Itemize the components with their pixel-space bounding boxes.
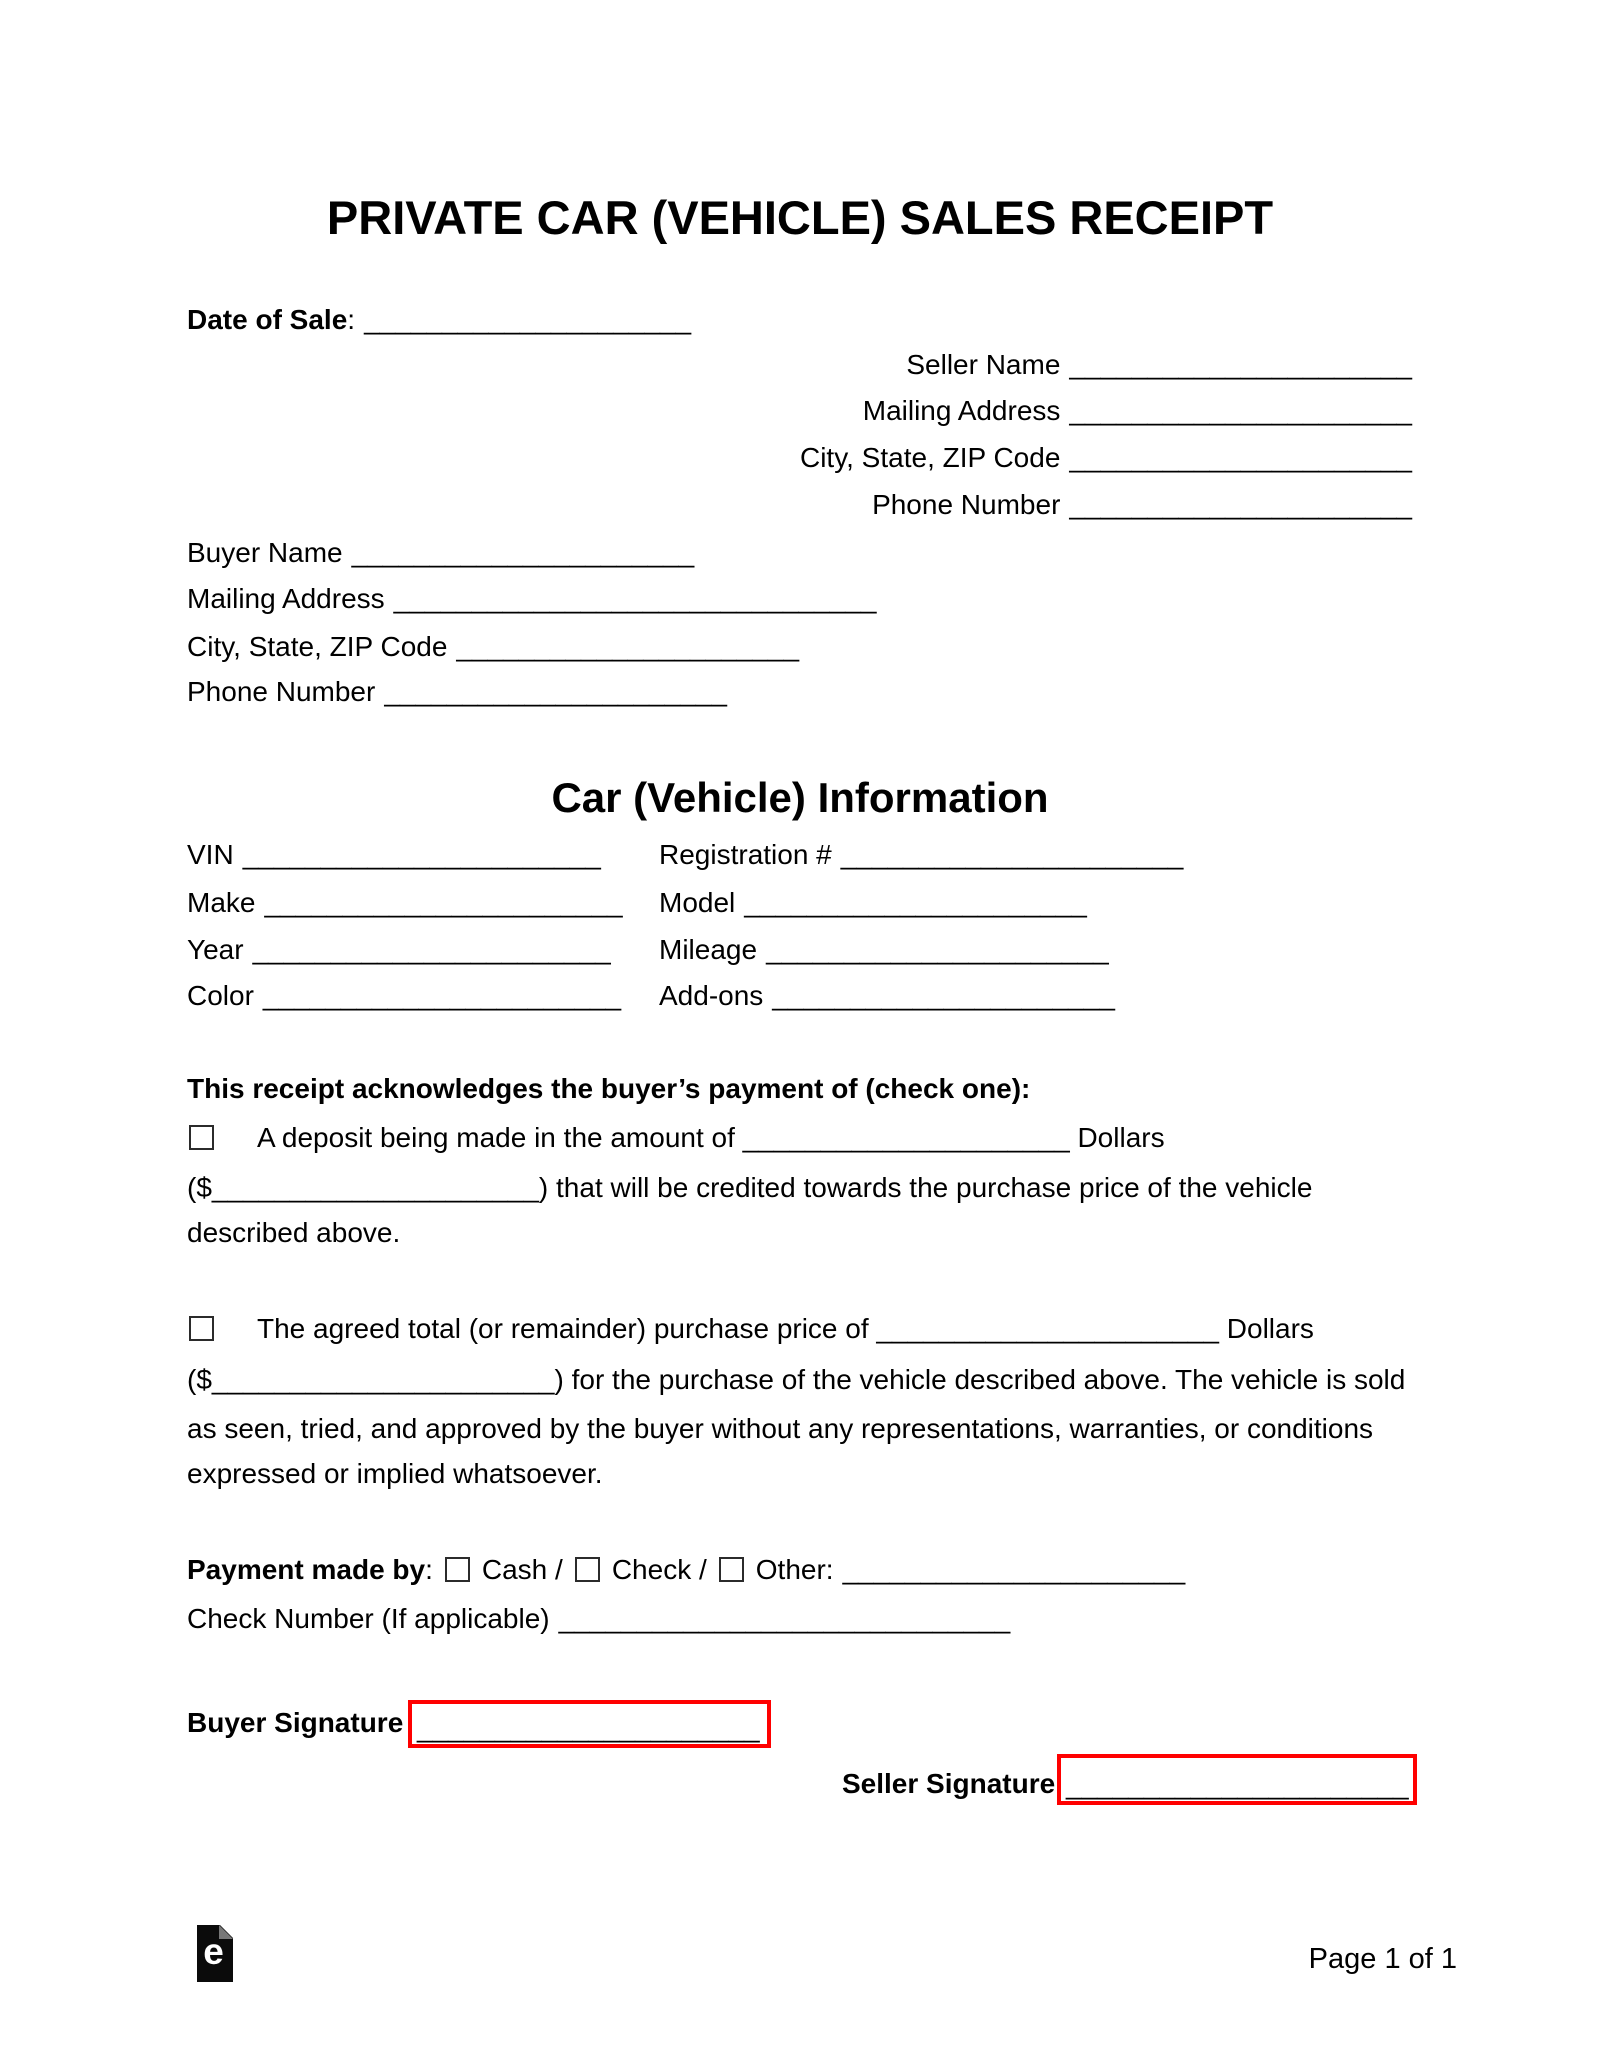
mileage-label: Mileage [659, 934, 758, 965]
date-of-sale-blank-line: _____________________ [364, 304, 692, 335]
page-indicator: Page 1 of 1 [1308, 1943, 1457, 1975]
vehicle-info-heading: Car (Vehicle) Information [551, 774, 1049, 821]
payment-method-label: Payment made by [187, 1554, 426, 1585]
buyer-signature-label: Buyer Signature [187, 1707, 404, 1738]
cash-label: Cash / [481, 1554, 563, 1585]
seller-mailing-address-label: Mailing Address [862, 395, 1061, 426]
mileage-row [659, 926, 1109, 974]
seller-city-state-zip-blank-line: ______________________ [1069, 442, 1412, 473]
buyer-phone-label: Phone Number [187, 676, 376, 707]
mileage-blank-line: ______________________ [766, 934, 1109, 965]
full-price-option-checkbox[interactable] [189, 1316, 214, 1341]
full-price-option-line3: as seen, tried, and approved by the buyer without any representations, warranties, or conditions [187, 1413, 1374, 1444]
deposit-option-text1: A deposit being made in the amount of _____________________ Dollars [257, 1122, 1165, 1153]
check-number-label: Check Number (If applicable) [187, 1603, 550, 1634]
deposit-option-line1 [187, 1114, 1165, 1162]
color-row [187, 972, 621, 1020]
seller-mailing-address-row [0, 387, 1412, 435]
buyer-city-state-zip-label: City, State, ZIP Code [187, 631, 448, 662]
check-label: Check / [611, 1554, 707, 1585]
buyer-mailing-address-row [187, 575, 876, 623]
buyer-name-row [187, 529, 694, 577]
check-number-blank-line: _____________________________ [558, 1603, 1011, 1634]
deposit-option-line2: ($_____________________) that will be credited towards the purchase price of the vehicle [187, 1172, 1313, 1203]
seller-mailing-address-blank-line: ______________________ [1069, 395, 1412, 426]
full-price-option-text1: The agreed total (or remainder) purchase price of ______________________ Dollars [257, 1313, 1314, 1344]
seller-city-state-zip-row [0, 434, 1412, 482]
buyer-phone-row [187, 668, 727, 716]
buyer-mailing-address-label: Mailing Address [187, 583, 385, 614]
year-blank-line: _______________________ [252, 934, 611, 965]
full-price-option-line1 [187, 1305, 1314, 1353]
date-of-sale-row [187, 296, 691, 344]
model-blank-line: ______________________ [744, 887, 1087, 918]
acknowledgement-heading: This receipt acknowledges the buyer’s payment of (check one): [187, 1073, 1031, 1104]
full-price-option-line4: expressed or implied whatsoever. [187, 1458, 603, 1489]
cash-checkbox[interactable] [445, 1557, 470, 1582]
registration-label: Registration # [659, 839, 832, 870]
seller-phone-label: Phone Number [872, 489, 1061, 520]
addons-row [659, 972, 1115, 1020]
buyer-name-label: Buyer Name [187, 537, 343, 568]
model-row [659, 879, 1087, 927]
date-of-sale-separator: : [347, 304, 356, 335]
check-checkbox[interactable] [575, 1557, 600, 1582]
buyer-signature-row [187, 1699, 403, 1747]
seller-signature-field[interactable] [1057, 1754, 1417, 1805]
color-blank-line: _______________________ [262, 980, 622, 1011]
buyer-signature-field[interactable] [408, 1700, 771, 1748]
other-checkbox[interactable] [719, 1557, 744, 1582]
buyer-mailing-address-blank-line: _______________________________ [393, 583, 877, 614]
seller-name-label: Seller Name [906, 349, 1061, 380]
deposit-option-checkbox[interactable] [189, 1125, 214, 1150]
buyer-city-state-zip-blank-line: ______________________ [456, 631, 800, 662]
addons-label: Add-ons [659, 980, 764, 1011]
addons-blank-line: ______________________ [772, 980, 1115, 1011]
seller-signature-row [842, 1760, 1055, 1808]
seller-signature-blank-line: ______________________ [1066, 1769, 1409, 1800]
full-price-option-line2: ($______________________) for the purchase of the vehicle described above. The vehicle is sold [187, 1364, 1406, 1395]
seller-name-blank-line: ______________________ [1069, 349, 1412, 380]
vin-label: VIN [187, 839, 234, 870]
buyer-name-blank-line: ______________________ [351, 537, 695, 568]
buyer-signature-blank-line: ______________________ [417, 1712, 760, 1743]
make-row [187, 879, 623, 927]
seller-name-row [0, 341, 1412, 389]
color-label: Color [187, 980, 254, 1011]
seller-phone-row [0, 481, 1412, 529]
other-blank-line: ______________________ [842, 1554, 1186, 1585]
registration-row [659, 831, 1183, 879]
seller-phone-blank-line: ______________________ [1069, 489, 1412, 520]
page-title: PRIVATE CAR (VEHICLE) SALES RECEIPT [326, 191, 1274, 244]
model-label: Model [659, 887, 736, 918]
seller-signature-label: Seller Signature [842, 1768, 1056, 1799]
date-of-sale-label: Date of Sale [187, 304, 348, 335]
other-label: Other: [755, 1554, 834, 1585]
buyer-phone-blank-line: ______________________ [384, 676, 727, 707]
payment-method-row [187, 1546, 1185, 1594]
check-number-row [187, 1595, 1010, 1643]
logo-letter: e [203, 1931, 224, 1972]
year-row [187, 926, 611, 974]
payment-method-separator: : [425, 1554, 433, 1585]
make-blank-line: _______________________ [264, 887, 623, 918]
registration-blank-line: ______________________ [840, 839, 1184, 870]
buyer-city-state-zip-row [187, 623, 799, 671]
year-label: Year [187, 934, 244, 965]
vin-blank-line: _______________________ [242, 839, 601, 870]
deposit-option-line3: described above. [187, 1217, 401, 1248]
make-label: Make [187, 887, 256, 918]
vin-row [187, 831, 601, 879]
eforms-logo [197, 1925, 233, 1982]
seller-city-state-zip-label: City, State, ZIP Code [799, 442, 1061, 473]
